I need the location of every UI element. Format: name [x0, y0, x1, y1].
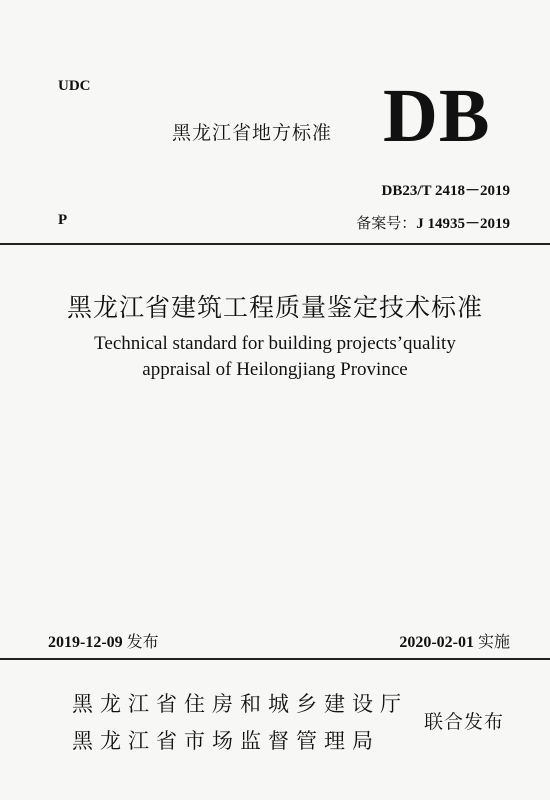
issue-date-value: 2019-12-09	[48, 634, 123, 651]
title-english-line1: Technical standard for building projects’quality	[94, 333, 456, 354]
joint-issue-label: 联合发布	[424, 711, 505, 733]
issuer-housing-department: 黑龙江省住房和城乡建设厅	[72, 692, 408, 716]
classification-code: P	[58, 212, 68, 228]
implement-date-suffix: 实施	[477, 632, 510, 651]
issue-date	[48, 629, 159, 652]
implement-date	[399, 629, 510, 652]
record-value: J 14935－2019	[416, 216, 510, 232]
standard-number: DB23/T 2418－2019	[381, 183, 510, 199]
title-chinese: 黑龙江省建筑工程质量鉴定技术标准	[66, 293, 483, 322]
issue-date-suffix: 发布	[126, 632, 159, 651]
title-english-line2: appraisal of Heilongjiang Province	[142, 359, 408, 380]
issuer-market-regulation: 黑龙江省市场监督管理局	[72, 729, 380, 753]
record-label: 备案号：	[356, 214, 417, 232]
top-divider	[0, 243, 550, 245]
udc-label: UDC	[58, 78, 91, 94]
bottom-divider	[0, 658, 550, 660]
record-number	[356, 212, 510, 233]
title-english	[0, 331, 550, 383]
db-mark: DB	[383, 74, 491, 158]
implement-date-value: 2020-02-01	[399, 634, 474, 651]
standard-type: 黑龙江省地方标准	[172, 122, 333, 144]
